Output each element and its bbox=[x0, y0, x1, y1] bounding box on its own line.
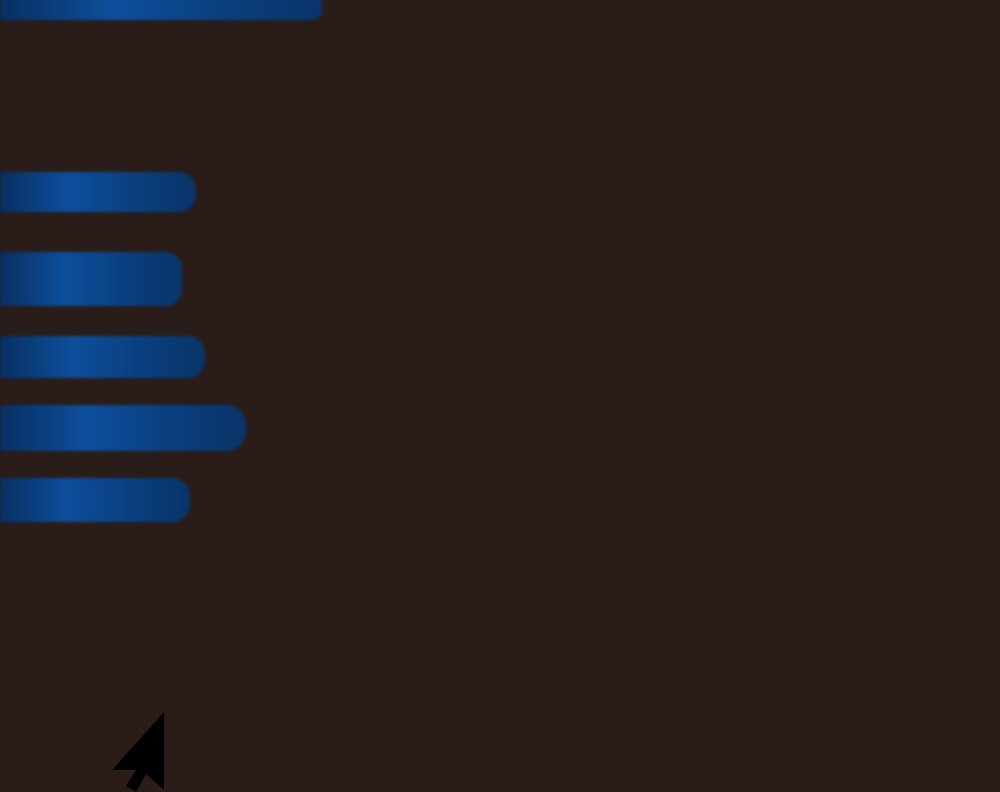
sidebar-item-5[interactable] bbox=[0, 478, 190, 522]
sidebar-item-1[interactable] bbox=[0, 172, 196, 212]
cursor-pointer-icon bbox=[92, 712, 172, 792]
sidebar-item-3[interactable] bbox=[0, 336, 205, 378]
sidebar-item-2[interactable] bbox=[0, 252, 182, 306]
sidebar-item-4[interactable] bbox=[0, 405, 246, 451]
title-bar-block[interactable] bbox=[0, 0, 322, 20]
